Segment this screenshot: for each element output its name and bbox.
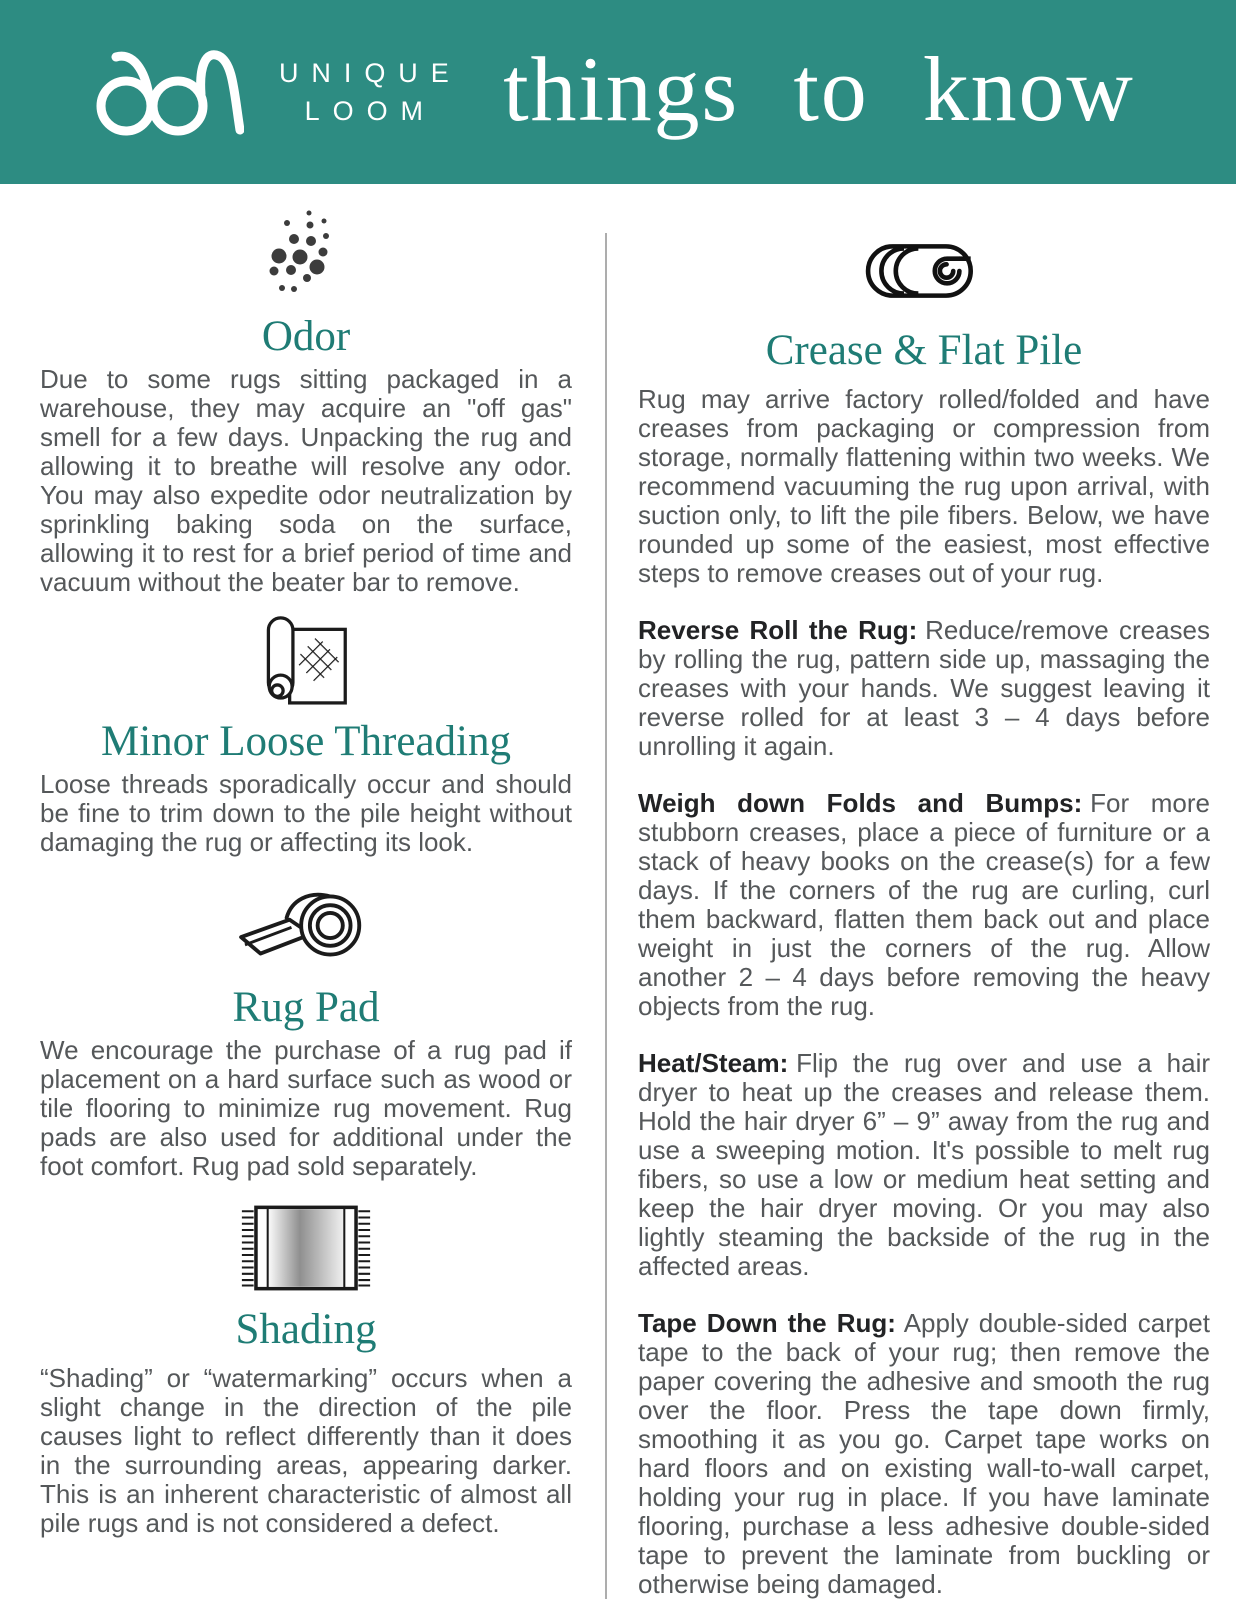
left-column [40,184,572,1599]
section-shading [40,1205,572,1538]
header-band [0,0,1236,184]
rug-pad-roll-icon [40,879,572,976]
tip-weigh-down-label: Weigh down Folds and Bumps: [638,788,1083,818]
section-rug-pad [40,879,572,1181]
odor-dots-icon [40,208,572,305]
content-columns [0,184,1236,1599]
column-divider [605,233,607,1599]
section-heading-shading: Shading [235,1306,377,1353]
tip-weigh-down [638,789,1210,1021]
right-column [638,184,1210,1599]
section-minor-loose-threading [40,613,572,857]
tip-tape-down-text: Apply double-sided carpet tape to the back of your rug; then remove the paper covering the adhesive and smooth the rug over the floor. Press the tape down firmly, smoothing it as you go. Carpet tape works on hard floors and on existing wall-to-wall carpet, holding your rug in place. If you have laminate flooring, purchase a less adhesive double-sided tape to prevent the laminate from buckling or otherwise being damaged. [638,1308,1210,1599]
page-title: things to know [503,38,1135,140]
section-heading-crease: Crease & Flat Pile [765,327,1083,374]
section-heading-odor: Odor [261,313,351,360]
tip-reverse-roll [638,616,1210,761]
tip-tape-down [638,1309,1210,1599]
tip-weigh-down-text: For more stubborn creases, place a piece of furniture or a stack of heavy books on the crease(s) for a few days. If the corners of the rug are curling, curl them backward, flatten them back out and place weight in just the corners of the rug. Allow another 2 – 4 days before removing the heavy objects from the rug. [638,788,1210,1021]
shaded-rug-icon [40,1205,572,1296]
section-crease-flat-pile [638,238,1210,1599]
brand-name [266,54,462,130]
section-intro-crease: Rug may arrive factory rolled/folded and have creases from packaging or compression from storage, normally flattening within two weeks. We recommend vacuuming the rug upon arrival, with suction only, to lift the pile fibers. Below, we have rounded up some of the easiest, most effective steps to remove creases out of your rug. [638,384,1210,588]
unique-loom-logo-icon [92,42,244,142]
section-body-rug-pad: We encourage the purchase of a rug pad if placement on a hard surface such as wood or tile flooring to minimize rug movement. Rug pads are also used for additional under the foot comfort. Rug pad sold separately. [40,1035,572,1181]
brand-block [92,42,462,142]
tip-tape-down-label: Tape Down the Rug: [638,1308,896,1338]
rolled-rug-threads-icon [40,613,572,712]
tip-heat-steam [638,1049,1210,1281]
tip-heat-steam-text: Flip the rug over and use a hair dryer to heat up the creases and release them. Hold the hair dryer 6” – 9” away from the rug and use a sweeping motion. It's possible to melt rug fibers, so use a low or medium heat setting and keep the hair dryer moving. Or you may also lightly steaming the backside of the rug in the affected areas. [638,1048,1210,1281]
tip-reverse-roll-label: Reverse Roll the Rug: [638,615,918,645]
section-body-threading: Loose threads sporadically occur and should be fine to trim down to the pile height without damaging the rug or affecting its look. [40,769,572,857]
brand-line-2: LOOM [304,96,437,126]
section-body-odor: Due to some rugs sitting packaged in a warehouse, they may acquire an "off gas" smell for a few days. Unpacking the rug and allowing it to breathe will resolve any odor. You may also expedite odor neutralization by sprinkling baking soda on the surface, allowing it to rest for a brief period of time and vacuum without the beater bar to remove. [40,364,572,597]
tip-heat-steam-label: Heat/Steam: [638,1048,789,1078]
section-body-shading: “Shading” or “watermarking” occurs when a slight change in the direction of the pile causes light to reflect differently than it does in the surrounding areas, appearing darker. This is an inherent characteristic of almost all pile rugs and is not considered a defect. [40,1363,572,1538]
section-odor [40,208,572,597]
rolled-rug-side-icon [638,238,1210,309]
section-heading-threading: Minor Loose Threading [100,718,511,765]
section-heading-rug-pad: Rug Pad [232,984,380,1031]
brand-line-1: UNIQUE [278,58,462,88]
tip-reverse-roll-text: Reduce/remove creases by rolling the rug, pattern side up, massaging the creases with your hands. We suggest leaving it reverse rolled for at least 3 – 4 days before unrolling it again. [638,615,1210,761]
